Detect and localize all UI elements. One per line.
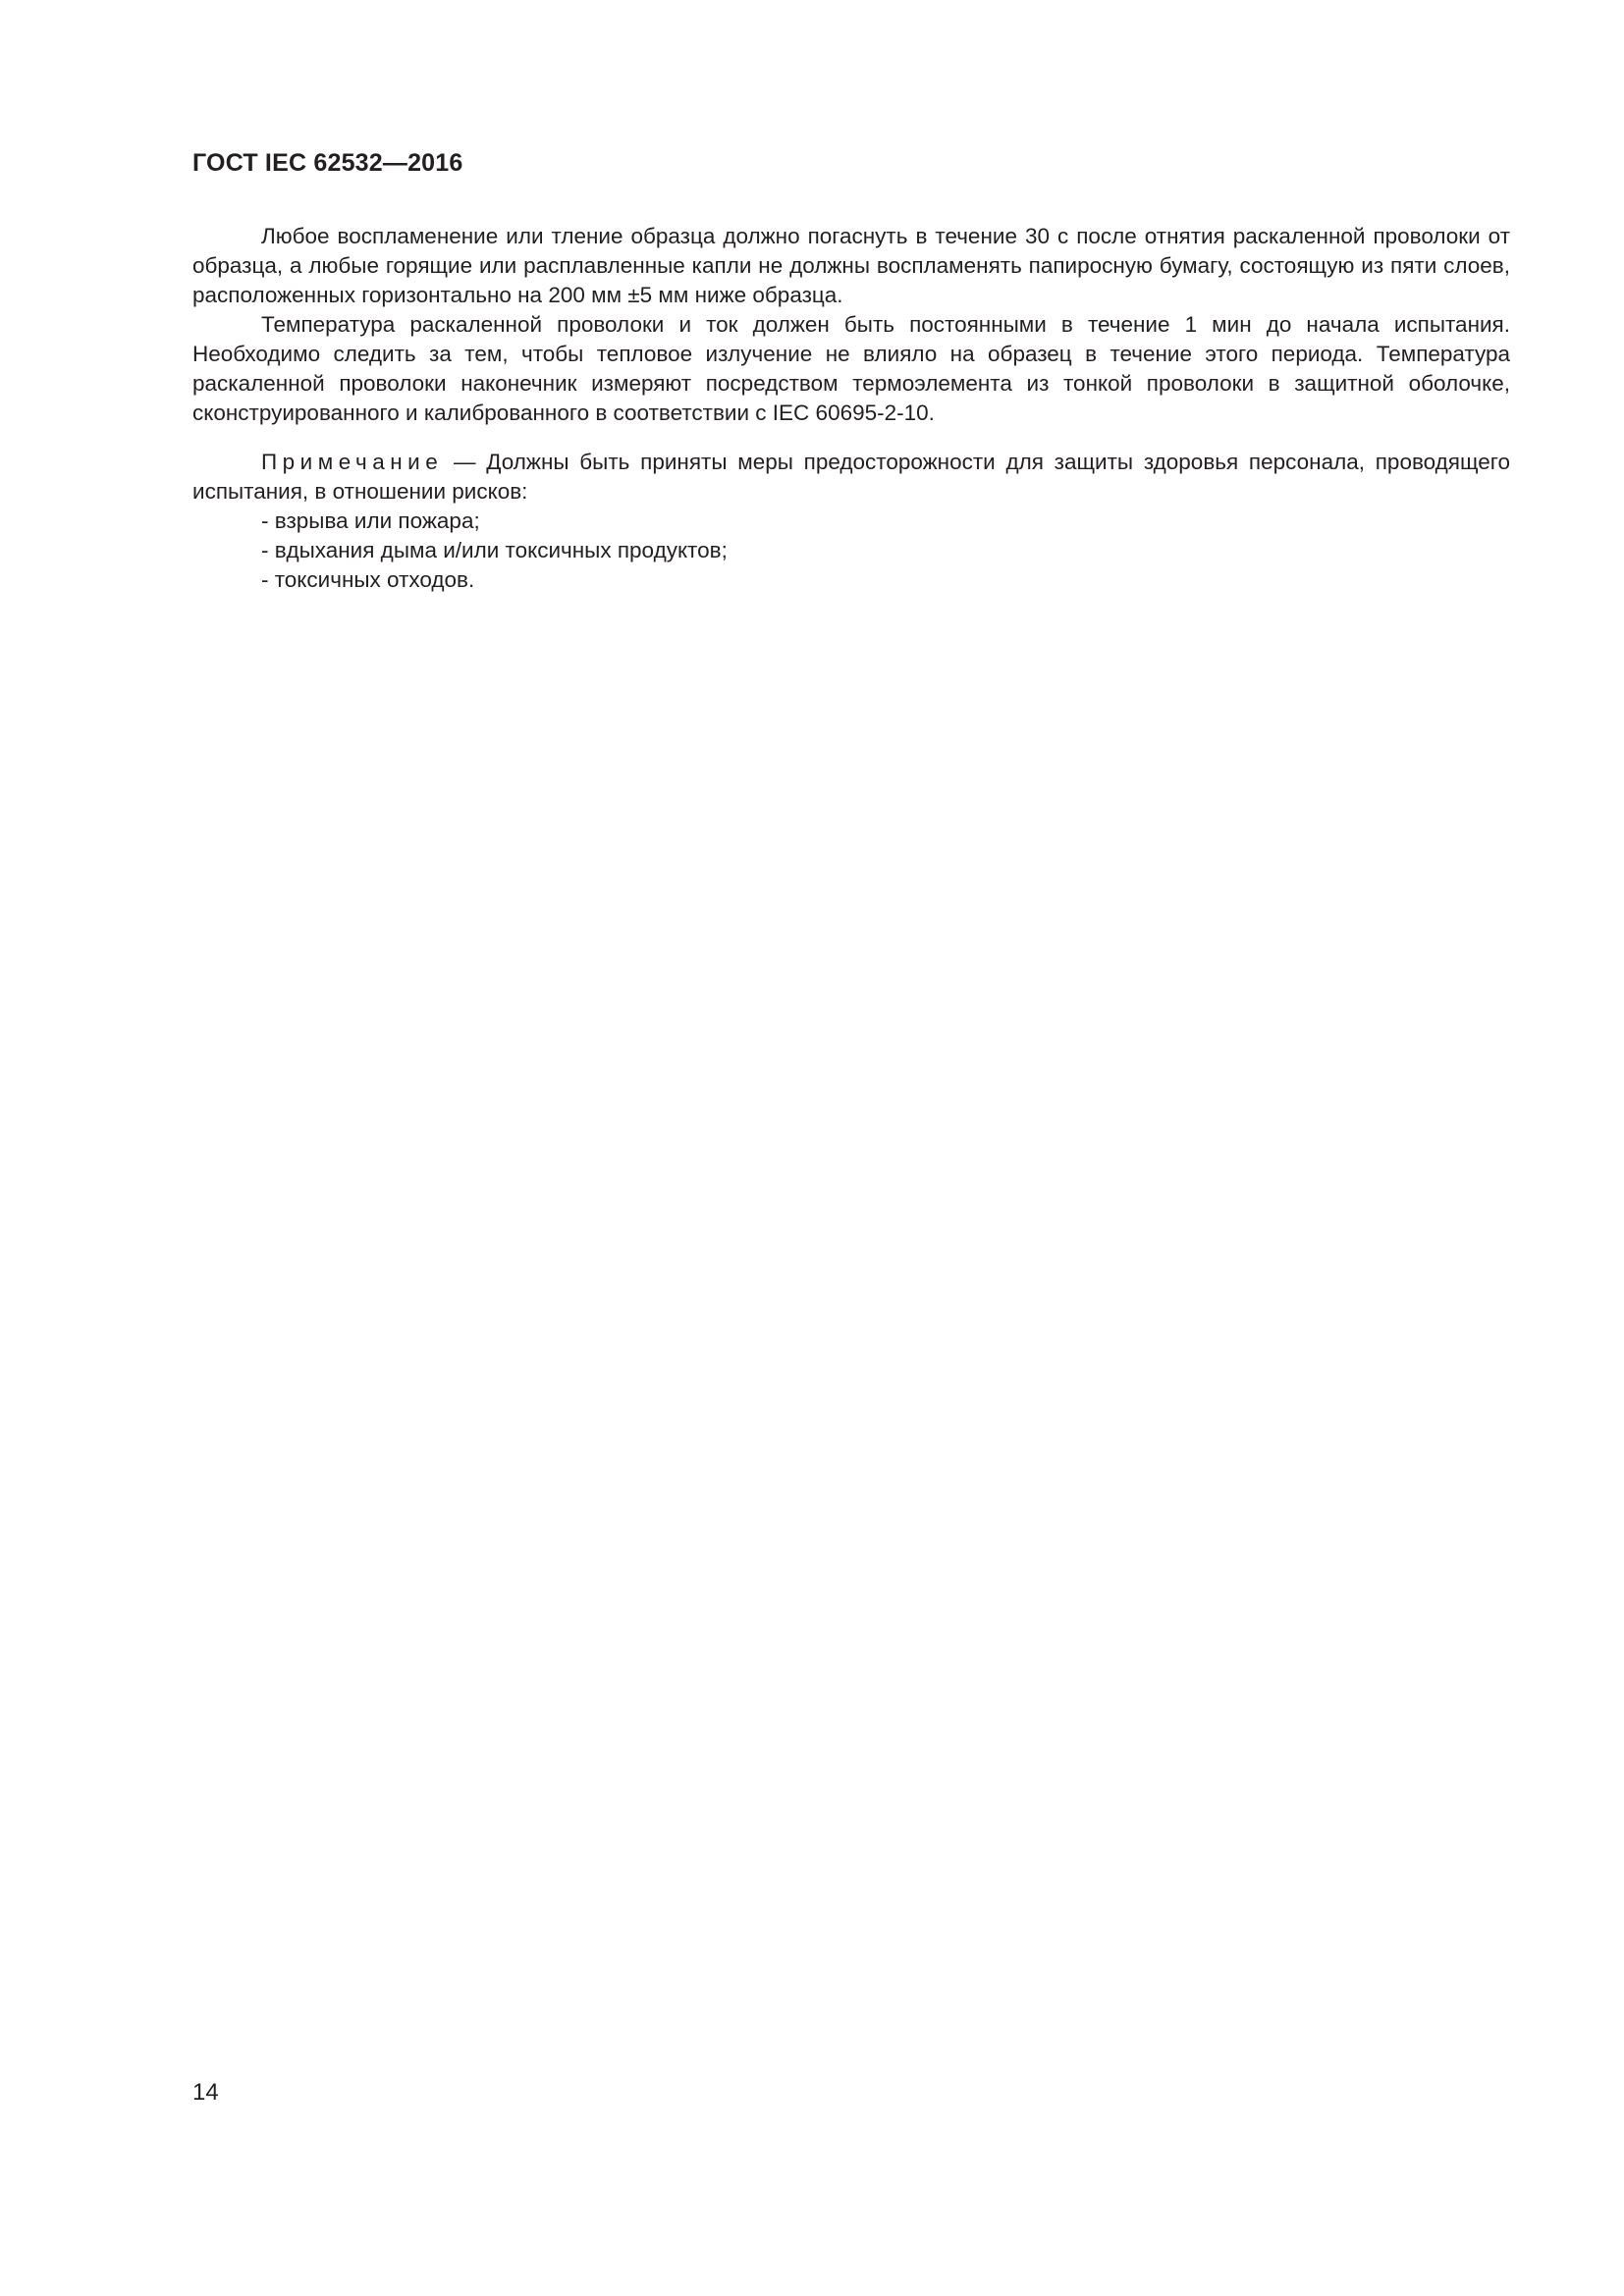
page-number: 14 bbox=[192, 2079, 219, 2106]
paragraph-ignition: Любое воспламенение или тление образца должно погаснуть в течение 30 с после отнятия раскаленной проволоки от образца, а любые горящие или расплавленные капли не должны воспламенять папиросную бумагу, состоящую из пяти слоев, расположенных горизонтально на 200 мм ±5 мм ниже образца. bbox=[192, 224, 1510, 307]
list-item: - взрыва или пожара; bbox=[261, 508, 480, 533]
paragraph-temperature: Температура раскаленной проволоки и ток должен быть постоянными в течение 1 мин до начала испытания. Необходимо следить за тем, чтобы тепловое излучение не влияло на образец в течение этого периода. Температура раскаленной проволоки наконечник измеряют посредством термоэлемента из тонкой проволоки в защитной оболочке, сконструированного и калиброванного в соответствии с IEC 60695-2-10. bbox=[192, 312, 1510, 425]
note bbox=[192, 448, 1510, 507]
risk-list bbox=[192, 507, 1510, 595]
note-text: — Должны быть приняты меры предосторожности для защиты здоровья персонала, проводящего испытания, в отношении рисков: bbox=[192, 450, 1510, 504]
list-item: - вдыхания дыма и/или токсичных продуктов; bbox=[261, 538, 728, 562]
document-body bbox=[192, 222, 1510, 595]
document-header: ГОСТ IEC 62532—2016 bbox=[192, 149, 463, 177]
note-label: Примечание bbox=[261, 450, 444, 474]
list-item: - токсичных отходов. bbox=[261, 567, 475, 592]
